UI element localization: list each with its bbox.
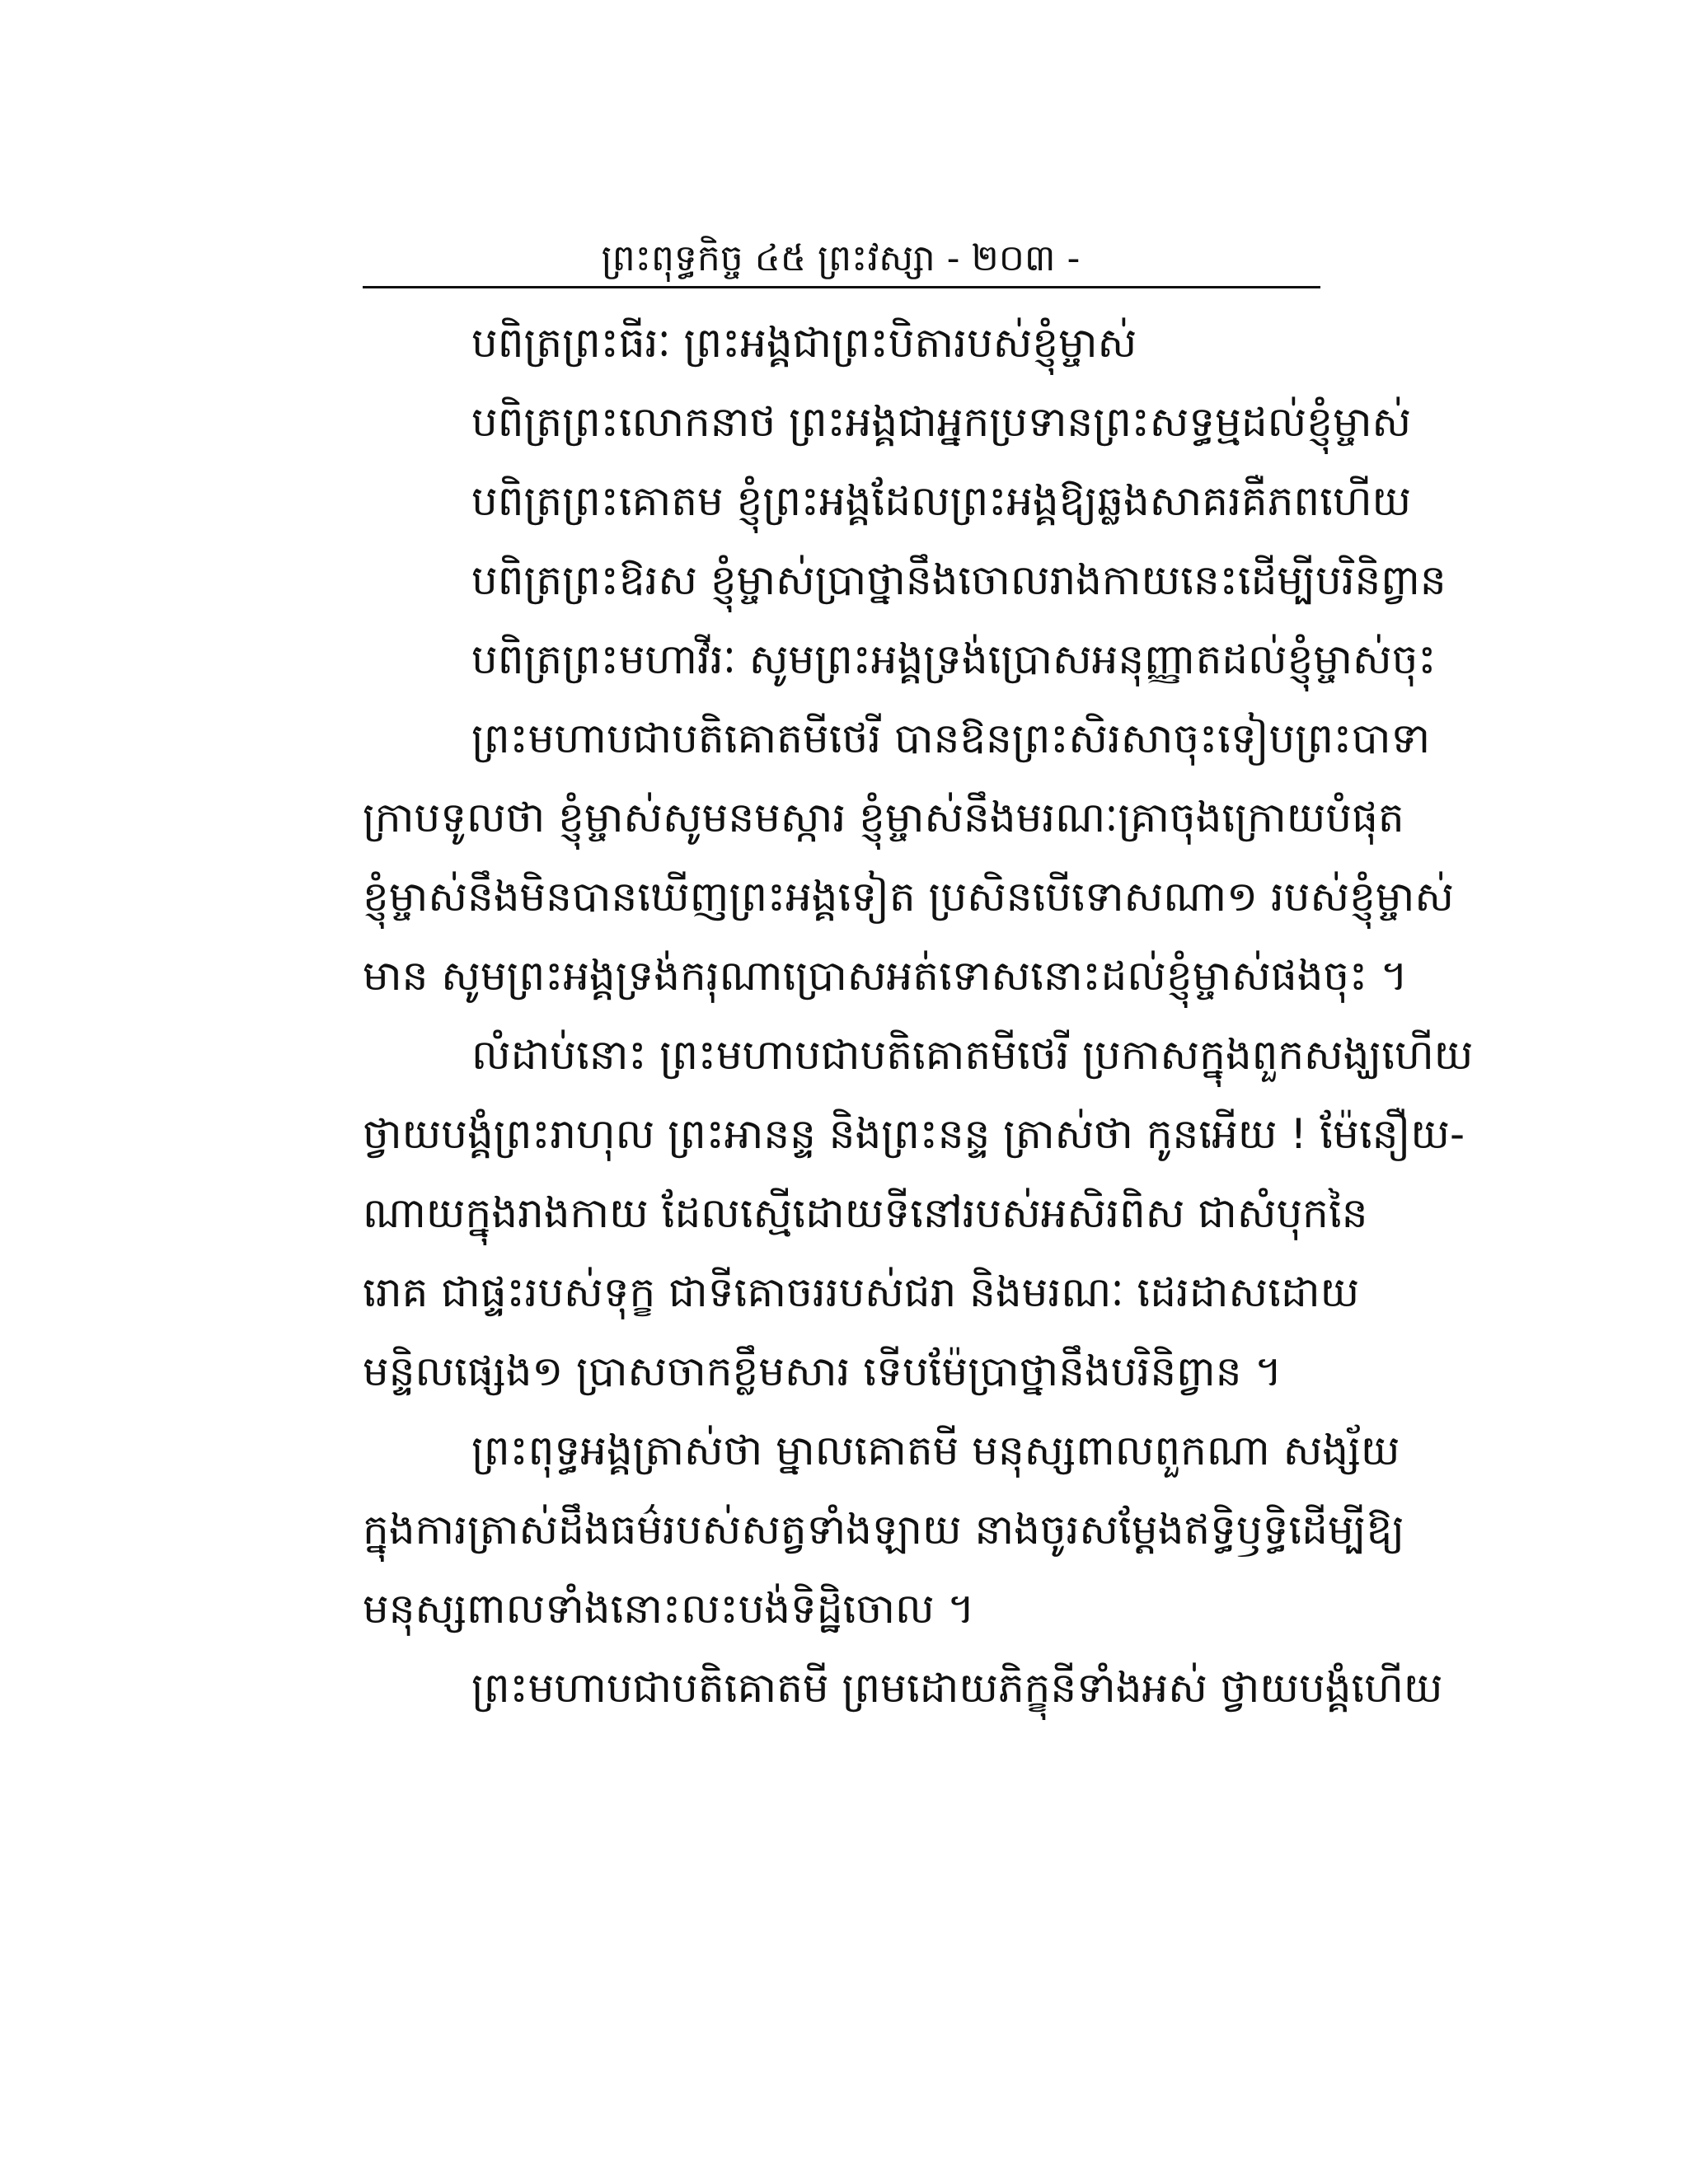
- paragraph-line: លំដាប់នោះ ព្រះមហាបជាបតិគោតមីថេរី ប្រកាសក្នុងពួកសង្ឃហើយ: [471, 1031, 1474, 1079]
- paragraph-line: ថ្វាយបង្គំព្រះរាហុល ព្រះអានន្ទ និងព្រះនន្ទ ត្រាស់ថា កូនអើយ ! ម៉ែនឿយ-: [363, 1110, 1465, 1158]
- paragraph-line: ក្នុងការត្រាស់ដឹងធម៌របស់សត្វទាំងឡាយ នាងចូរសម្ដែងឥទ្ធិឫទ្ធិដើម្បីឱ្យ: [363, 1506, 1405, 1554]
- verse-line: បពិត្រព្រះធីរៈ ព្រះអង្គជាព្រះបិតារបស់ខ្ញុំម្ចាស់: [471, 319, 1137, 367]
- paragraph-line: មន្ទិលផ្សេង១ ប្រាសចាកខ្លឹមសារ ទើបម៉ែប្រាថ្នានឹងបរិនិព្វាន ។: [363, 1347, 1282, 1395]
- paragraph-line: ព្រះមហាបជាបតិគោតមី ព្រមដោយភិក្ខុនីទាំងអស់ ថ្វាយបង្គំហើយ: [471, 1664, 1443, 1712]
- paragraph-line: មនុស្សពាលទាំងនោះលះបង់ទិដ្ឋិចោល ។: [363, 1585, 975, 1633]
- header-rule: [363, 286, 1320, 288]
- body-text: [363, 303, 1474, 1727]
- paragraph-line: មាន សូមព្រះអង្គទ្រង់ករុណាប្រោសអត់ទោសនោះដល់ខ្ញុំម្ចាស់ផងចុះ ។: [363, 952, 1408, 1000]
- verse-line: បពិត្រព្រះមហាវីរៈ សូមព្រះអង្គទ្រង់ប្រោសអនុញ្ញាតដល់ខ្ញុំម្ចាស់ចុះ: [471, 635, 1437, 683]
- paragraph-line: ខ្ញុំម្ចាស់នឹងមិនបានឃើញព្រះអង្គទៀត ប្រសិនបើទោសណា១ របស់ខ្ញុំម្ចាស់: [363, 873, 1455, 921]
- paragraph-line: ណាយក្នុងរាងកាយ ដែលស្មើដោយទីនៅរបស់អសិរពិស ជាសំបុកនៃ: [363, 1189, 1368, 1237]
- paragraph-line: ព្រះមហាបជាបតិគោតមីថេរី បានឱនព្រះសិរសាចុះទៀបព្រះបាទា: [471, 715, 1431, 762]
- paragraph-line: ព្រះពុទ្ធអង្គត្រាស់ថា ម្នាលគោតមី មនុស្សពាលពួកណា សង្ស័យ: [471, 1427, 1400, 1474]
- paragraph-line: រោគ ជាផ្ទះរបស់ទុក្ខ ជាទីគោចររបស់ជរា និងមរណៈ ដេរដាសដោយ: [363, 1268, 1360, 1316]
- verse-line: បពិត្រព្រះលោកនាថ ព្រះអង្គជាអ្នកប្រទានព្រះសទ្ធម្មដល់ខ្ញុំម្ចាស់: [471, 398, 1412, 446]
- verse-line: បពិត្រព្រះឱរស ខ្ញុំម្ចាស់ប្រាថ្នានឹងចោលរាងកាយនេះដើម្បីបរិនិព្វាន: [471, 556, 1447, 604]
- running-header: ព្រះពុទ្ធកិច្ច ៤៥ ព្រះវស្សា - ២០៣ -: [601, 237, 1081, 279]
- verse-line: បពិត្រព្រះគោតម ខ្ញុំព្រះអង្គដែលព្រះអង្គឱ្យឆ្លងសាគរគឺភពហើយ: [471, 477, 1412, 525]
- paragraph-line: ក្រាបទូលថា ខ្ញុំម្ចាស់សូមនមស្ការ ខ្ញុំម្ចាស់នឹងមរណៈគ្រាចុងក្រោយបំផុត: [363, 794, 1404, 841]
